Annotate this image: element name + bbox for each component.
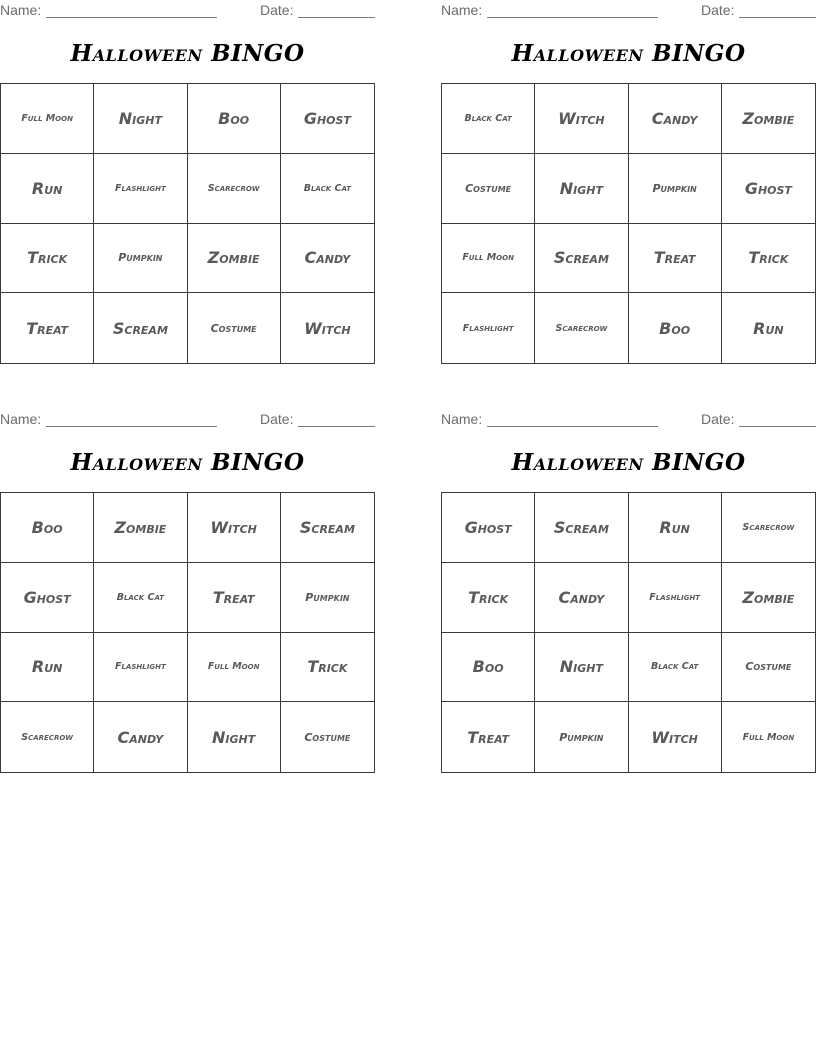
bingo-cell[interactable]: Trick: [722, 224, 815, 294]
bingo-cell[interactable]: Black Cat: [629, 633, 722, 703]
bingo-grid: [0, 83, 375, 364]
bingo-cell[interactable]: Pumpkin: [535, 702, 628, 772]
bingo-title: Halloween BINGO: [511, 40, 746, 67]
bingo-cell[interactable]: Scarecrow: [535, 293, 628, 363]
name-field-line[interactable]: [487, 411, 658, 427]
date-field-line[interactable]: [298, 2, 375, 18]
bingo-cell[interactable]: Boo: [442, 633, 535, 703]
bingo-cell[interactable]: Night: [535, 633, 628, 703]
bingo-cell[interactable]: Candy: [281, 224, 374, 294]
bingo-cell[interactable]: Candy: [535, 563, 628, 633]
bingo-cell[interactable]: Witch: [188, 493, 281, 563]
bingo-cell[interactable]: Pumpkin: [94, 224, 187, 294]
bingo-cell[interactable]: Full Moon: [442, 224, 535, 294]
bingo-cell[interactable]: Boo: [188, 84, 281, 154]
bingo-cell[interactable]: Full Moon: [742, 731, 795, 743]
bingo-cell[interactable]: Treat: [629, 224, 722, 294]
bingo-cell[interactable]: Treat: [442, 702, 535, 772]
bingo-cell[interactable]: Night: [188, 702, 281, 772]
bingo-title: Halloween BINGO: [70, 40, 305, 67]
bingo-cell[interactable]: Black Cat: [281, 154, 374, 224]
bingo-cell[interactable]: Flashlight: [94, 633, 187, 703]
bingo-cell[interactable]: Zombie: [722, 563, 815, 633]
bingo-cell[interactable]: Flashlight: [629, 563, 722, 633]
bingo-cell[interactable]: Costume: [442, 154, 535, 224]
bingo-grid: [441, 83, 816, 364]
bingo-cell[interactable]: Costume: [722, 633, 815, 703]
bingo-card: [0, 0, 375, 380]
bingo-cell[interactable]: Pumpkin: [281, 563, 374, 633]
date-label: Date:: [260, 411, 294, 427]
name-label: Name:: [0, 2, 42, 18]
date-label: Date:: [701, 2, 735, 18]
bingo-cell[interactable]: Witch: [304, 318, 351, 338]
bingo-card: [441, 0, 816, 380]
bingo-cell[interactable]: Trick: [1, 224, 94, 294]
bingo-cell[interactable]: Flashlight: [94, 154, 187, 224]
name-field-line[interactable]: [46, 411, 217, 427]
bingo-card: [441, 409, 816, 789]
bingo-cell[interactable]: Scarecrow: [1, 702, 94, 772]
bingo-cell[interactable]: Ghost: [1, 563, 94, 633]
bingo-cell[interactable]: Costume: [188, 293, 281, 363]
date-label: Date:: [260, 2, 294, 18]
bingo-cell[interactable]: Scream: [535, 224, 628, 294]
date-label: Date:: [701, 411, 735, 427]
bingo-grid: [441, 492, 816, 773]
bingo-title: Halloween BINGO: [511, 449, 746, 476]
bingo-cell[interactable]: Ghost: [281, 84, 374, 154]
bingo-cell[interactable]: Scarecrow: [188, 154, 281, 224]
bingo-cell[interactable]: Run: [629, 493, 722, 563]
bingo-cell[interactable]: Scream: [535, 493, 628, 563]
name-date-row: [0, 2, 375, 20]
bingo-cell[interactable]: Trick: [281, 633, 374, 703]
bingo-cell[interactable]: Pumpkin: [629, 154, 722, 224]
bingo-cell[interactable]: Ghost: [722, 154, 815, 224]
bingo-cell[interactable]: Run: [753, 318, 784, 338]
name-label: Name:: [441, 411, 483, 427]
bingo-cell[interactable]: Zombie: [94, 493, 187, 563]
bingo-cell[interactable]: Zombie: [188, 224, 281, 294]
bingo-card: [0, 409, 375, 789]
bingo-cell[interactable]: Flashlight: [442, 293, 535, 363]
bingo-cell[interactable]: Candy: [629, 84, 722, 154]
bingo-cell[interactable]: Night: [535, 154, 628, 224]
bingo-cell[interactable]: Treat: [1, 293, 94, 363]
bingo-cell[interactable]: Black Cat: [442, 84, 535, 154]
name-date-row: [0, 411, 375, 429]
bingo-cell[interactable]: Full Moon: [188, 633, 281, 703]
name-date-row: [441, 2, 816, 20]
name-field-line[interactable]: [46, 2, 217, 18]
bingo-cell[interactable]: Boo: [1, 493, 94, 563]
bingo-cell[interactable]: Scream: [281, 493, 374, 563]
bingo-cell[interactable]: Full Moon: [1, 84, 94, 154]
date-field-line[interactable]: [739, 411, 816, 427]
bingo-cell[interactable]: Zombie: [722, 84, 815, 154]
bingo-cell[interactable]: Candy: [94, 702, 187, 772]
name-label: Name:: [441, 2, 483, 18]
bingo-grid: [0, 492, 375, 773]
bingo-cell[interactable]: Treat: [188, 563, 281, 633]
bingo-cell[interactable]: Night: [94, 84, 187, 154]
bingo-cell[interactable]: Scream: [94, 293, 187, 363]
bingo-cell[interactable]: Boo: [629, 293, 722, 363]
name-label: Name:: [0, 411, 42, 427]
bingo-cell[interactable]: Witch: [535, 84, 628, 154]
bingo-cell[interactable]: Ghost: [442, 493, 535, 563]
bingo-cell[interactable]: Witch: [629, 702, 722, 772]
bingo-cell[interactable]: Scarecrow: [722, 493, 815, 563]
bingo-cell[interactable]: Black Cat: [94, 563, 187, 633]
date-field-line[interactable]: [298, 411, 375, 427]
name-date-row: [441, 411, 816, 429]
name-field-line[interactable]: [487, 2, 658, 18]
bingo-cell[interactable]: Costume: [304, 730, 351, 744]
bingo-cell[interactable]: Run: [1, 154, 94, 224]
date-field-line[interactable]: [739, 2, 816, 18]
bingo-cell[interactable]: Trick: [442, 563, 535, 633]
bingo-title: Halloween BINGO: [70, 449, 305, 476]
bingo-cell[interactable]: Run: [1, 633, 94, 703]
